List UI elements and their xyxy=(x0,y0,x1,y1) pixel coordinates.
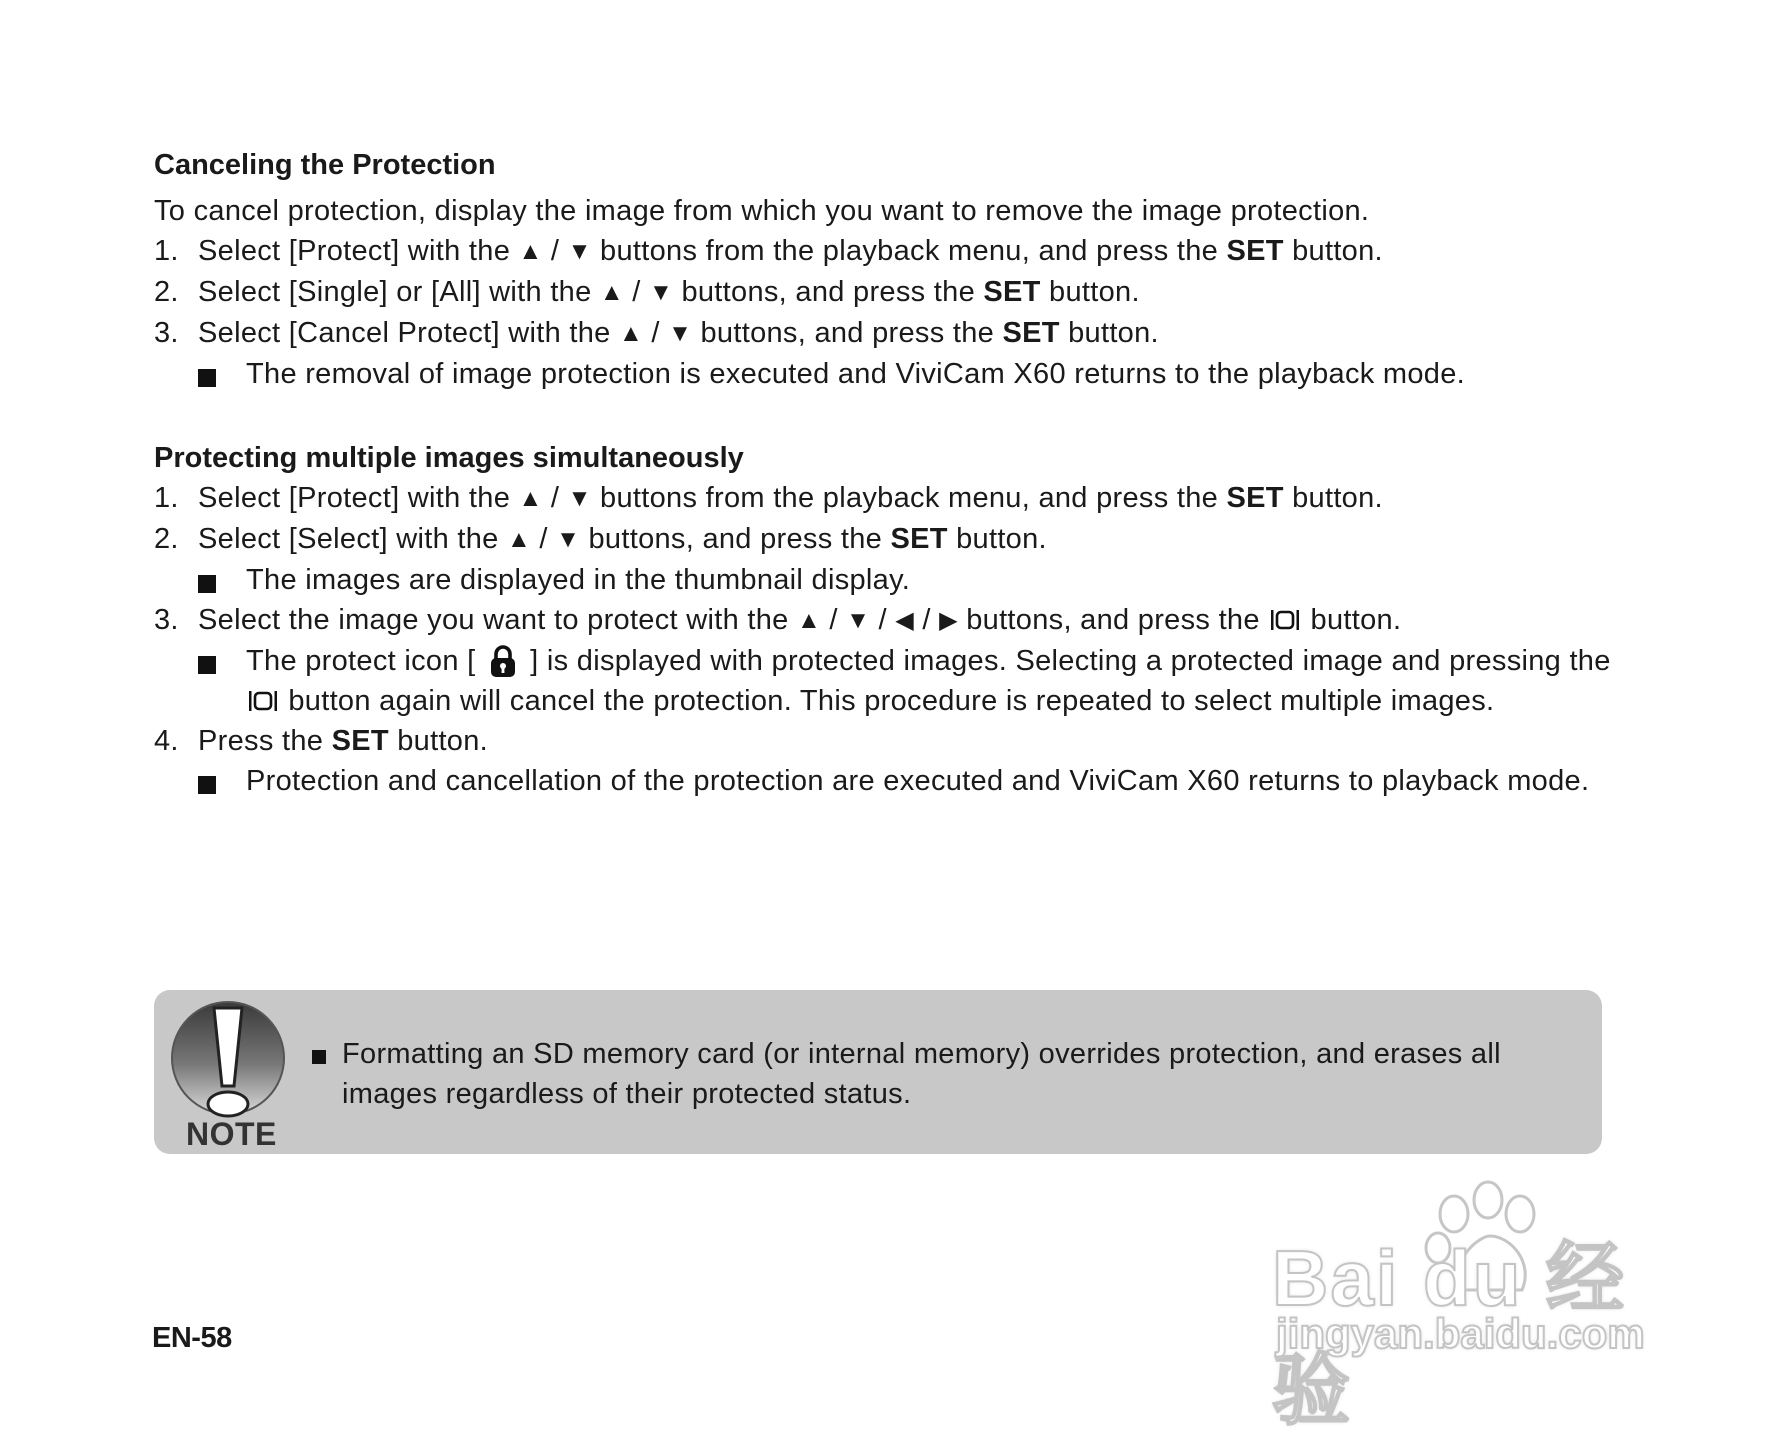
note-label: NOTE xyxy=(186,1116,277,1152)
step-number: 4. xyxy=(154,725,179,757)
up-arrow-icon: ▲ xyxy=(506,526,531,553)
bullet-square-icon xyxy=(198,560,246,600)
watermark-url: jingyan.baidu.com xyxy=(1276,1310,1645,1357)
multi-bullet-3: The protect icon [ ] is displayed with protected images. Selecting a protected image and pressing the button again will cancel the protection. This procedure is repeated to select multiple images. xyxy=(154,641,1614,721)
multi-bullet-4: Protection and cancellation of the protection are executed and ViviCam X60 returns to playback mode. xyxy=(154,761,1614,801)
section-heading-multiple: Protecting multiple images simultaneously xyxy=(154,442,744,474)
bullet-square-icon xyxy=(198,354,246,394)
up-arrow-icon: ▲ xyxy=(796,607,822,634)
multi-bullet-2: The images are displayed in the thumbnail display. xyxy=(154,560,1614,600)
step-number: 1. xyxy=(154,235,179,267)
multi-step-1: 1. Select [Protect] with the ▲ / ▼ buttons from the playback menu, and press the SET button. xyxy=(154,478,1614,519)
down-arrow-icon: ▼ xyxy=(567,485,592,512)
note-box xyxy=(154,990,1602,1154)
step-number: 2. xyxy=(154,523,179,555)
step-number: 3. xyxy=(154,604,179,636)
step-number: 1. xyxy=(154,482,179,514)
set-key-label: SET xyxy=(983,276,1041,308)
baidu-watermark xyxy=(1262,1178,1692,1434)
down-arrow-icon: ▼ xyxy=(846,607,871,634)
manual-page xyxy=(154,145,1614,801)
multi-step-2: 2. Select [Select] with the ▲ / ▼ buttons, and press the SET button. xyxy=(154,519,1614,560)
section-heading-canceling: Canceling the Protection xyxy=(154,149,496,181)
up-arrow-icon: ▲ xyxy=(618,320,643,347)
left-arrow-icon: ◀ xyxy=(895,607,915,634)
bullet-square-icon xyxy=(198,641,246,721)
cancel-step-3: 3. Select [Cancel Protect] with the ▲ / ▼ buttons, and press the SET button. xyxy=(154,313,1614,354)
down-arrow-icon: ▼ xyxy=(668,320,693,347)
display-button-icon xyxy=(248,689,278,713)
set-key-label: SET xyxy=(1002,317,1060,349)
down-arrow-icon: ▼ xyxy=(567,238,592,265)
multi-step-4: 4. Press the SET button. xyxy=(154,721,1614,761)
watermark-brand: Bai du 经验 xyxy=(1272,1234,1627,1434)
display-button-icon xyxy=(1270,608,1300,632)
up-arrow-icon: ▲ xyxy=(518,485,543,512)
set-key-label: SET xyxy=(331,725,389,757)
cancel-bullet: The removal of image protection is executed and ViviCam X60 returns to the playback mode. xyxy=(154,354,1614,394)
set-key-label: SET xyxy=(1226,482,1284,514)
step-number: 3. xyxy=(154,317,179,349)
up-arrow-icon: ▲ xyxy=(518,238,543,265)
right-arrow-icon: ▶ xyxy=(939,607,958,634)
bullet-square-icon xyxy=(198,761,246,801)
canceling-intro: To cancel protection, display the image from which you want to remove the image protection. xyxy=(154,195,1370,227)
up-arrow-icon: ▲ xyxy=(599,279,624,306)
step-number: 2. xyxy=(154,276,179,308)
multi-step-3: 3. Select the image you want to protect with the ▲ / ▼ / ◀ / ▶ buttons, and press the button. xyxy=(154,600,1614,641)
set-key-label: SET xyxy=(890,523,948,555)
note-text: Formatting an SD memory card (or internal memory) overrides protection, and erases all images regardless of their protected status. xyxy=(298,1034,1598,1114)
bullet-square-icon xyxy=(298,1034,342,1114)
cancel-step-1: 1. Select [Protect] with the ▲ / ▼ buttons from the playback menu, and press the SET button. xyxy=(154,231,1614,272)
down-arrow-icon: ▼ xyxy=(649,279,674,306)
page-number: EN-58 xyxy=(152,1322,232,1354)
down-arrow-icon: ▼ xyxy=(556,526,581,553)
cancel-step-2: 2. Select [Single] or [All] with the ▲ / ▼ buttons, and press the SET button. xyxy=(154,272,1614,313)
lock-icon xyxy=(488,644,518,678)
set-key-label: SET xyxy=(1226,235,1284,267)
